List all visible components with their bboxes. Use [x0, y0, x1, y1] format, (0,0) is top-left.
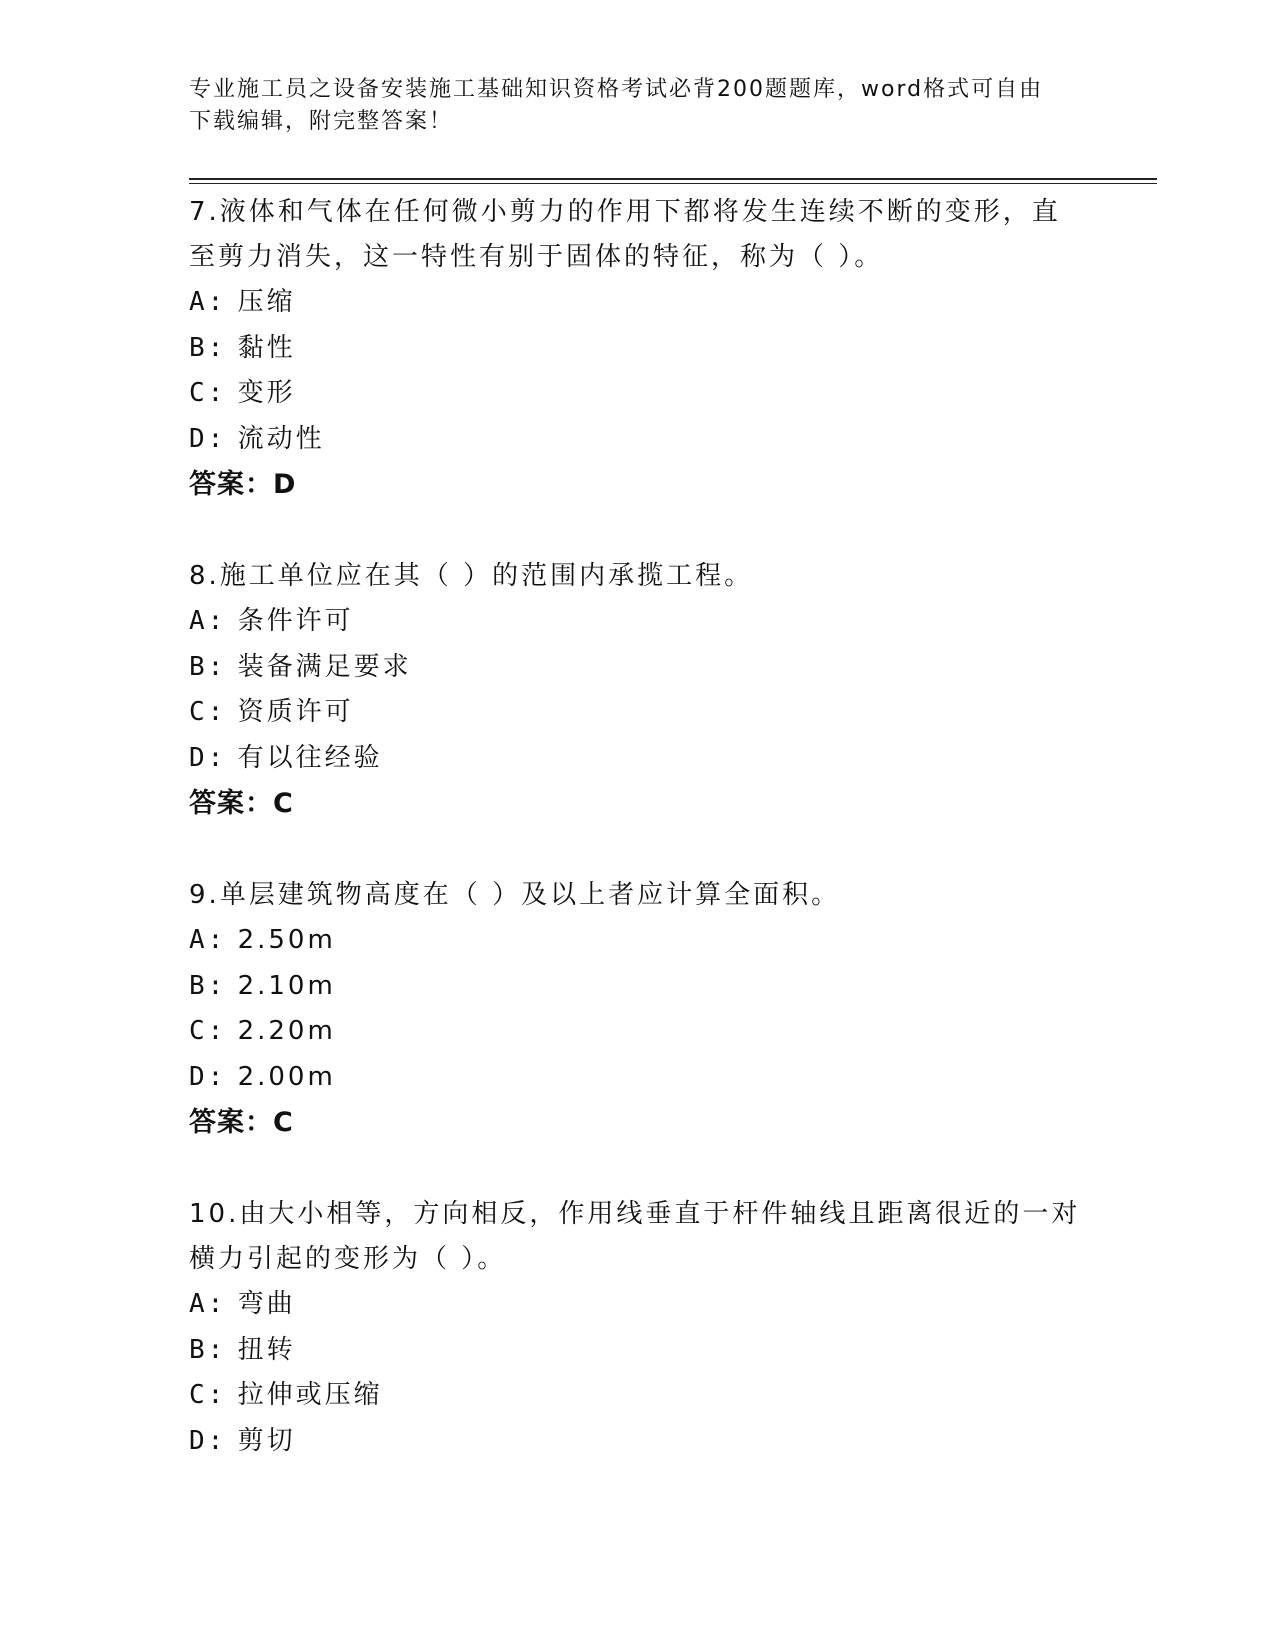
option-text: 弯曲	[237, 1289, 296, 1319]
question-line: 7.液体和气体在任何微小剪力的作用下都将发生连续不断的变形，直	[189, 197, 1061, 227]
document-header	[189, 74, 1069, 138]
option-text: 黏性	[237, 332, 296, 363]
option-label: C:	[189, 1016, 227, 1046]
option-d	[189, 1055, 1089, 1101]
question-line: 横力引起的变形为（ ）。	[189, 1244, 507, 1274]
option-b	[189, 964, 1089, 1010]
option-d	[189, 736, 1089, 782]
option-b	[189, 1328, 1089, 1374]
question-line: 9.单层建筑物高度在（ ）及以上者应计算全面积。	[189, 880, 841, 910]
option-a	[189, 918, 1089, 964]
option-text: 2.00m	[237, 1061, 336, 1092]
question-9	[189, 873, 1089, 1145]
option-label: A:	[189, 1289, 227, 1319]
option-label: D:	[189, 742, 227, 773]
option-text: 资质许可	[237, 697, 354, 727]
option-d	[189, 1419, 1089, 1465]
question-text	[189, 554, 1089, 599]
option-text: 2.50m	[237, 925, 336, 955]
option-text: 拉伸或压缩	[237, 1380, 383, 1410]
header-divider-thin	[189, 183, 1157, 184]
question-line: 8.施工单位应在其（ ）的范围内承揽工程。	[189, 561, 754, 591]
question-7	[189, 190, 1089, 507]
question-list	[189, 190, 1089, 1511]
option-label: A:	[189, 287, 227, 317]
question-line: 至剪力消失，这一特性有别于固体的特征，称为（ ）。	[189, 242, 884, 272]
option-c	[189, 690, 1089, 736]
question-10	[189, 1192, 1089, 1464]
option-list	[189, 1282, 1089, 1464]
option-label: B:	[189, 970, 227, 1001]
option-list	[189, 280, 1089, 462]
option-a	[189, 1282, 1089, 1328]
answer-line: 答案：C	[189, 1107, 294, 1138]
option-text: 扭转	[237, 1334, 296, 1365]
option-label: B:	[189, 651, 227, 682]
option-list	[189, 599, 1089, 781]
option-a	[189, 599, 1089, 645]
question-8	[189, 554, 1089, 826]
header-line-1: 专业施工员之设备安装施工基础知识资格考试必背200题题库，word格式可自由	[189, 77, 1044, 102]
answer-line: 答案：C	[189, 788, 294, 819]
option-text: 变形	[237, 378, 296, 408]
option-text: 压缩	[237, 287, 296, 317]
header-line-2: 下载编辑，附完整答案！	[189, 109, 454, 134]
option-c	[189, 371, 1089, 417]
option-c	[189, 1373, 1089, 1419]
option-text: 2.20m	[237, 1016, 336, 1046]
question-text	[189, 1192, 1089, 1282]
answer-line: 答案：D	[189, 469, 297, 500]
option-text: 装备满足要求	[237, 651, 412, 682]
option-text: 有以往经验	[237, 742, 383, 773]
option-label: A:	[189, 925, 227, 955]
question-text	[189, 873, 1089, 918]
option-list	[189, 918, 1089, 1100]
option-label: D:	[189, 423, 227, 454]
option-label: D:	[189, 1425, 227, 1456]
option-label: C:	[189, 378, 227, 408]
option-d	[189, 417, 1089, 463]
option-label: B:	[189, 1334, 227, 1365]
option-c	[189, 1009, 1089, 1055]
option-label: D:	[189, 1061, 227, 1092]
question-text	[189, 190, 1089, 280]
header-divider	[189, 178, 1157, 180]
option-text: 2.10m	[237, 970, 336, 1001]
option-a	[189, 280, 1089, 326]
question-line: 10.由大小相等，方向相反，作用线垂直于杆件轴线且距离很近的一对	[189, 1199, 1081, 1229]
option-text: 剪切	[237, 1425, 296, 1456]
option-label: C:	[189, 697, 227, 727]
option-text: 条件许可	[237, 606, 354, 636]
option-label: B:	[189, 332, 227, 363]
option-text: 流动性	[237, 423, 325, 454]
option-b	[189, 645, 1089, 691]
option-b	[189, 326, 1089, 372]
option-label: A:	[189, 606, 227, 636]
option-label: C:	[189, 1380, 227, 1410]
